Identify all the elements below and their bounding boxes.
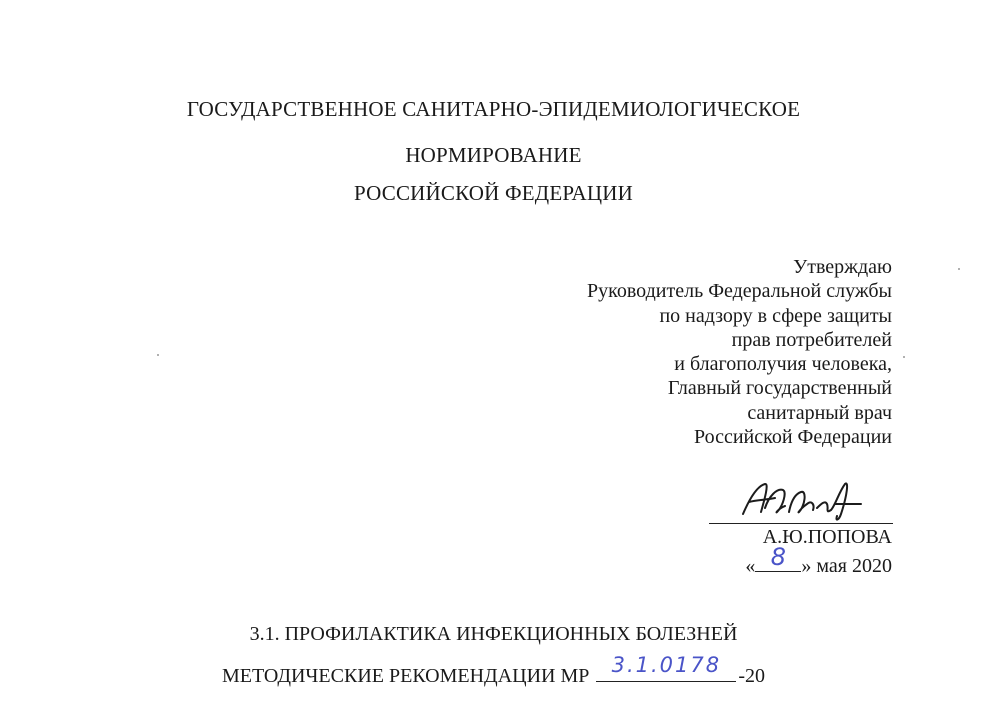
- approval-block: [492, 255, 892, 449]
- approval-date: [745, 543, 892, 578]
- approval-line: санитарный врач: [747, 401, 892, 424]
- section-title: 3.1. ПРОФИЛАКТИКА ИНФЕКЦИОННЫХ БОЛЕЗНЕЙ: [249, 623, 738, 645]
- header-line-2: НОРМИРОВАНИЕ: [405, 143, 582, 167]
- mr-prefix: МЕТОДИЧЕСКИЕ РЕКОМЕНДАЦИИ МР: [221, 665, 590, 687]
- mr-suffix: -20: [738, 665, 766, 687]
- scan-speck: [903, 356, 905, 358]
- handwritten-signature: [735, 478, 885, 524]
- scan-speck: [157, 354, 159, 356]
- mr-number-handwritten: 3.1.0178: [611, 653, 722, 677]
- approval-line: и благополучия человека,: [674, 353, 892, 376]
- approval-line: по надзору в сфере защиты: [659, 304, 892, 327]
- approval-line: Утверждаю: [793, 256, 892, 278]
- date-open-quote: «: [745, 555, 756, 577]
- mr-number-field: [596, 653, 736, 682]
- mr-line: [0, 653, 987, 688]
- signatory-name: А.Ю.ПОПОВА: [762, 526, 892, 548]
- header-line-1: ГОСУДАРСТВЕННОЕ САНИТАРНО-ЭПИДЕМИОЛОГИЧЕСКОЕ: [186, 97, 801, 121]
- scan-speck: [958, 268, 960, 270]
- date-day-field: [755, 543, 801, 572]
- approval-line: Руководитель Федеральной службы: [587, 280, 892, 303]
- date-rest: » мая 2020: [801, 555, 892, 577]
- approval-line: Российской Федерации: [693, 426, 892, 449]
- header-line-3: РОССИЙСКОЙ ФЕДЕРАЦИИ: [354, 181, 633, 205]
- signature-line: [709, 523, 893, 524]
- approval-line: Главный государственный: [667, 377, 892, 400]
- approval-line: прав потребителей: [731, 328, 892, 351]
- date-day-handwritten: 8: [770, 543, 787, 571]
- signature-block: [709, 478, 893, 524]
